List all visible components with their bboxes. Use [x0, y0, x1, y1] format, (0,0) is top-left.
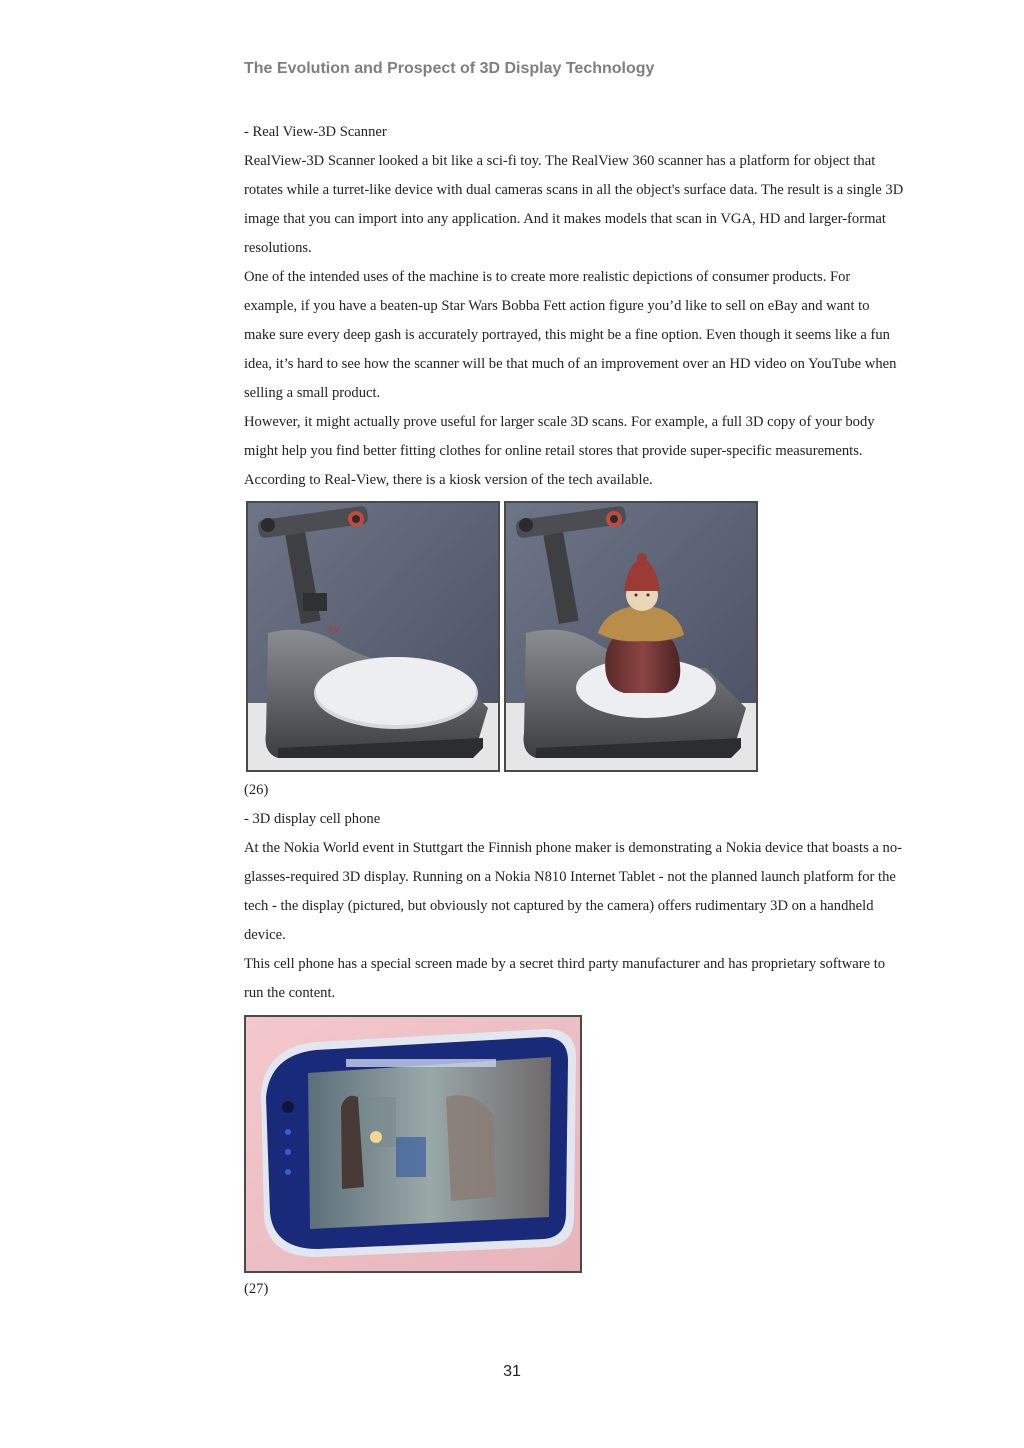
scanner-photo-with-figurine — [504, 501, 758, 772]
section-scanner-text — [244, 118, 904, 495]
section-cellphone-text — [244, 805, 904, 1008]
paragraph: This cell phone has a special screen made by a secret third party manufacturer and has proprietary software to run the content. — [244, 956, 886, 1001]
paragraph: At the Nokia World event in Stuttgart the Finnish phone maker is demonstrating a Nokia device that boasts a no-glasses-required 3D display. Running on a Nokia N810 Internet Tablet - not the planned launch platform for the tech - the display (pictured, but obviously not captured by the camera) offers rudimentary 3D on a handheld device. — [244, 840, 902, 943]
paragraph: RealView-3D Scanner looked a bit like a sci-fi toy. The RealView 360 scanner has a platform for object that rotates while a turret-like device with dual cameras scans in all the object's surface data. The result is a single 3D image that you can import into any application. And it makes models that scan in VGA, HD and larger-format resolutions. — [244, 153, 904, 256]
section-heading-scanner: - Real View-3D Scanner — [244, 124, 387, 140]
paragraph: One of the intended uses of the machine is to create more realistic depictions of consumer products. For example, if you have a beaten-up Star Wars Bobba Fett action figure you’d like to sell on eBay and want to make sure every deep gash is accurately portrayed, this might be a fine option. Even though it seems like a fun idea, it’s hard to see how the scanner will be that much of an improvement over an HD video on YouTube when selling a small product. — [244, 269, 897, 401]
page-number: 31 — [503, 1363, 521, 1380]
section-heading-cellphone: - 3D display cell phone — [244, 811, 381, 827]
figure-caption-26: (26) — [244, 782, 269, 798]
svg-text:RV: RV — [328, 626, 340, 636]
paragraph: However, it might actually prove useful for larger scale 3D scans. For example, a full 3D copy of your body might help you find better fitting clothes for online retail stores that provide super-specific measurements. According to Real-View, there is a kiosk version of the tech available. — [244, 414, 875, 488]
scanner-photo-empty — [246, 501, 500, 772]
figure-caption-27: (27) — [244, 1281, 269, 1297]
running-header: The Evolution and Prospect of 3D Display Technology — [244, 60, 655, 77]
nokia-tablet-photo — [244, 1015, 582, 1273]
